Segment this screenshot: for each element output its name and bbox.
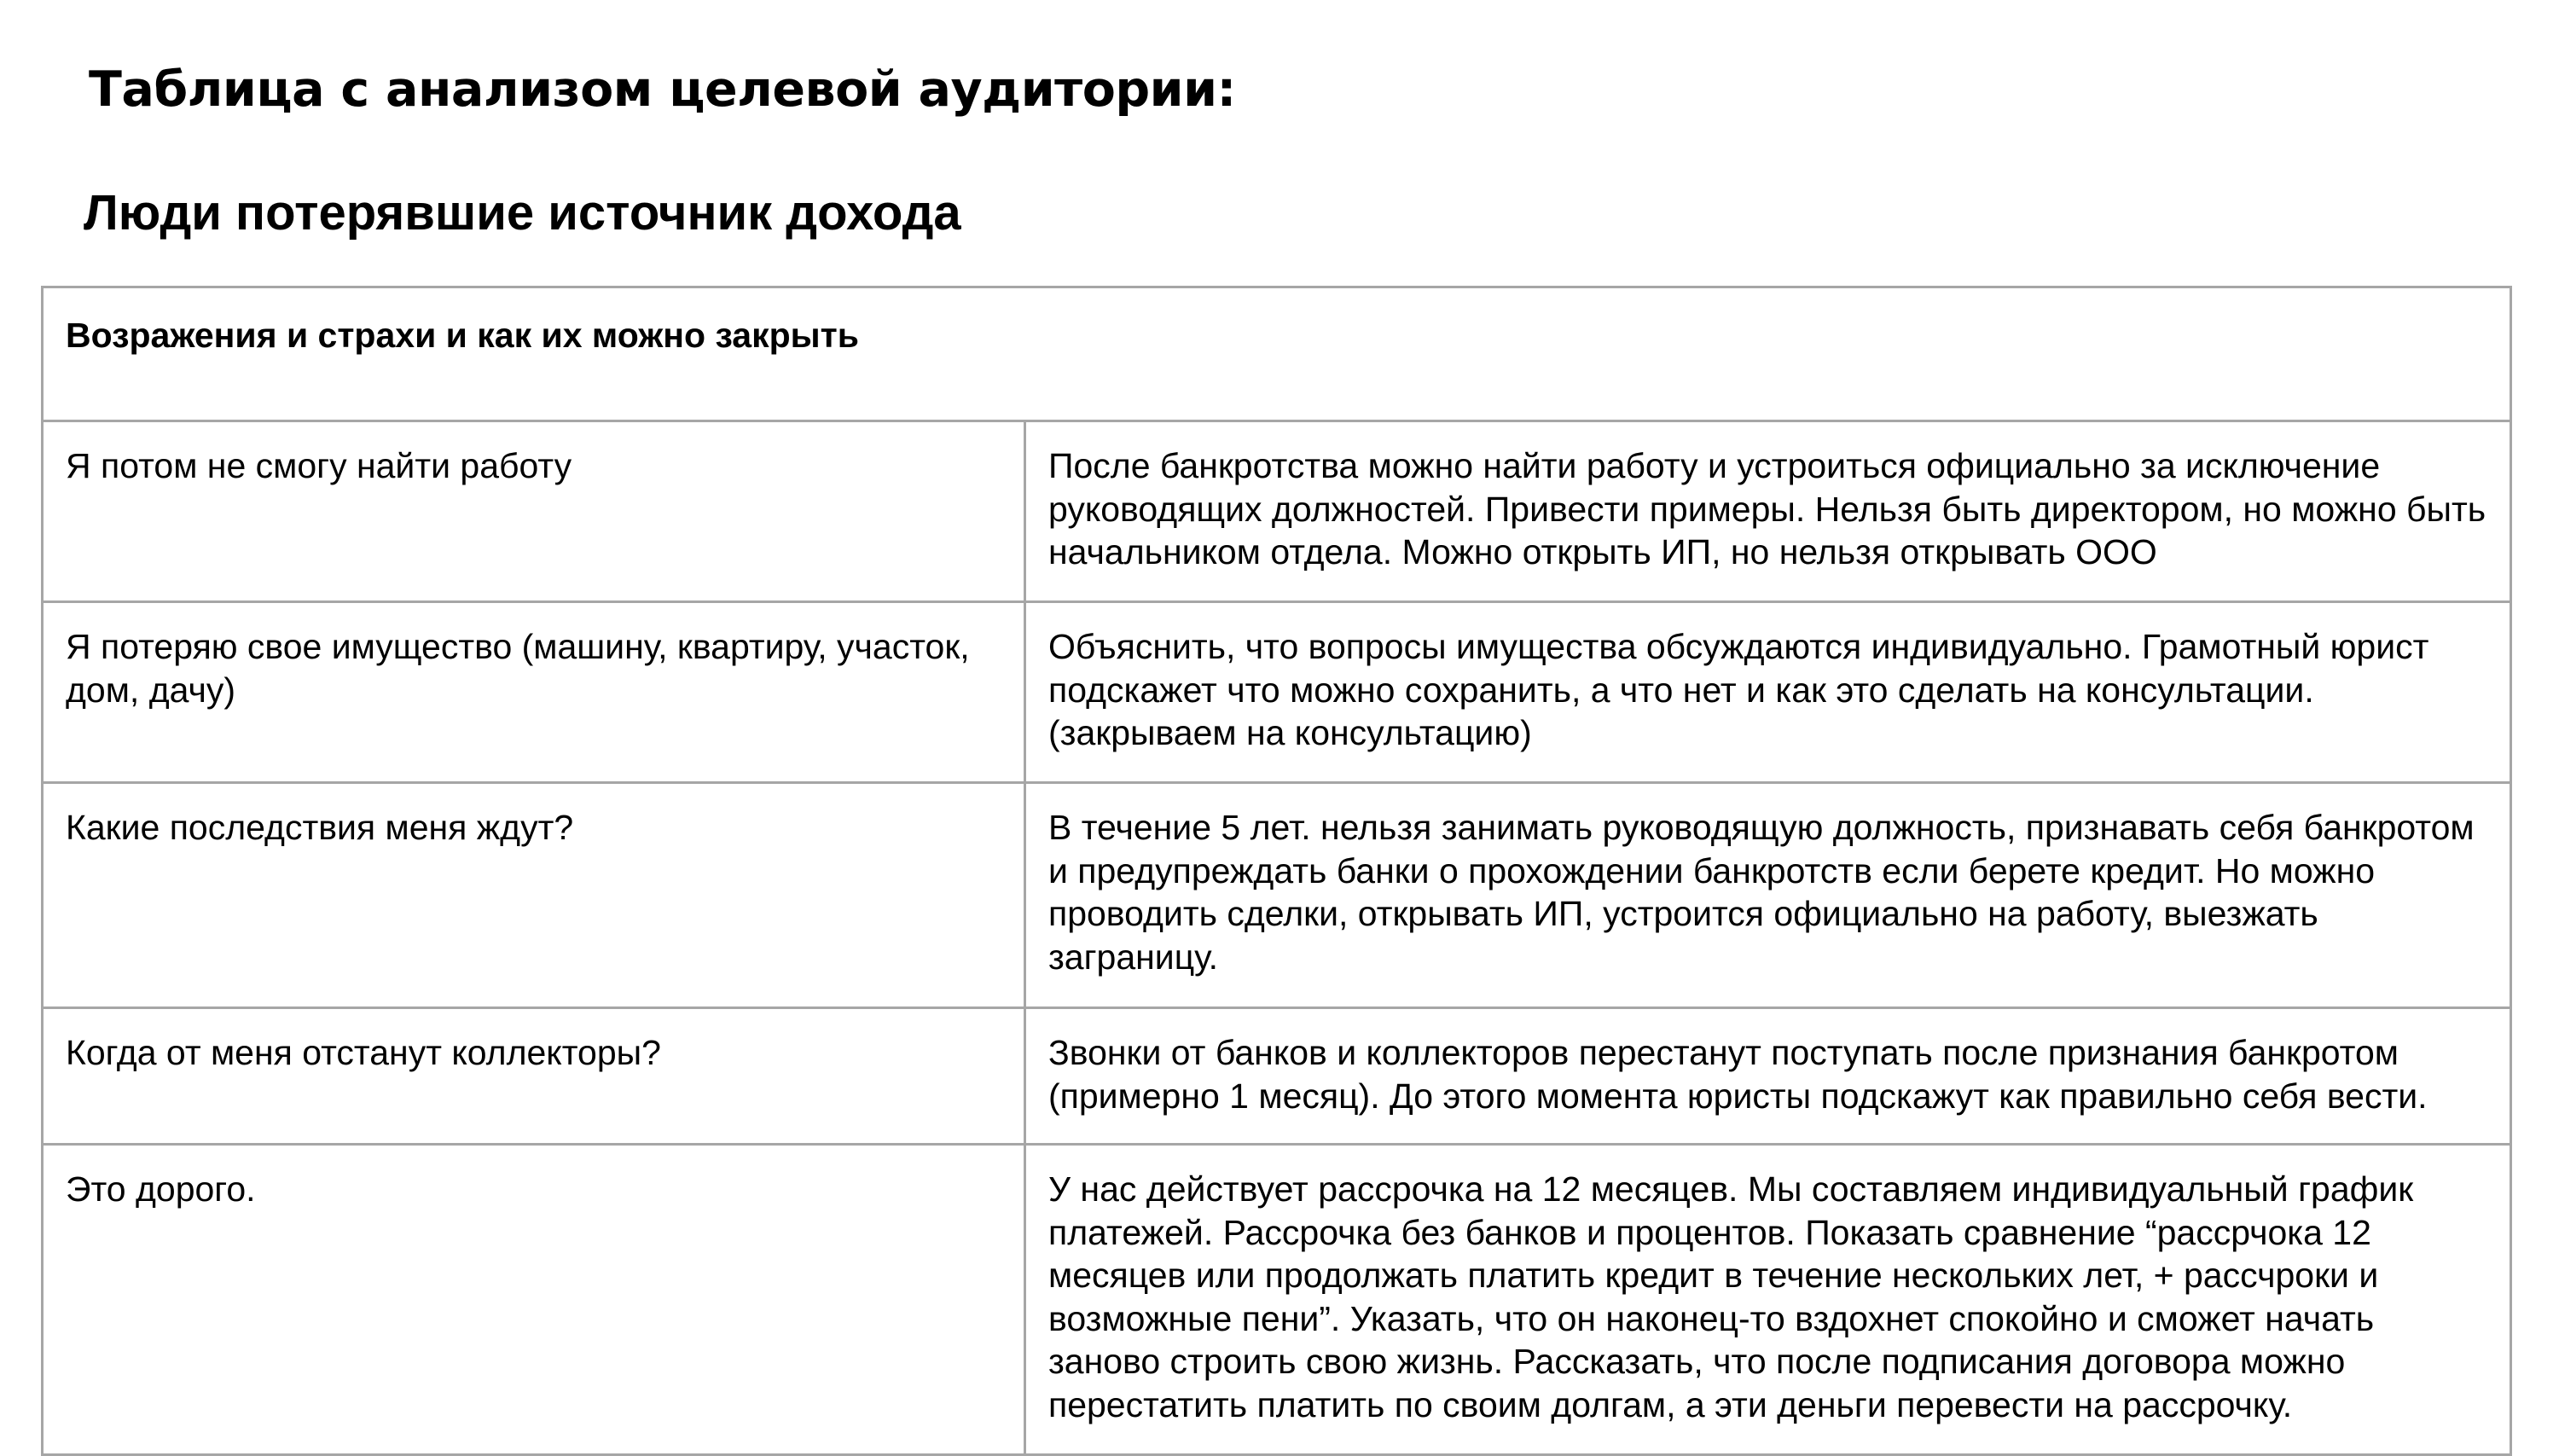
response-cell: Объяснить, что вопросы имущества обсуждаются индивидуально. Грамотный юрист подскажет что можно сохранить, а что нет и как это сделать на консультации. (закрываем на консультацию) [1025,602,2511,783]
response-cell: После банкротства можно найти работу и устроиться официально за исключение руководящих должностей. Привести примеры. Нельзя быть директором, но можно быть начальником отдела. Можно открыть ИП, но нельзя открывать ООО [1025,421,2511,602]
table-header-cell: Возражения и страхи и как их можно закрыть [43,287,2511,421]
response-cell: В течение 5 лет. нельзя занимать руководящую должность, признавать себя банкротом и предупреждать банки о прохождении банкротств если берете кредит. Но можно проводить сделки, открывать ИП, устроится официально на работу, выезжать заграницу. [1025,783,2511,1008]
table-row [43,783,2511,1008]
objection-cell: Когда от меня отстанут коллекторы? [43,1008,1025,1145]
table-header-row [43,287,2511,421]
response-cell: У нас действует рассрочка на 12 месяцев. Мы составляем индивидуальный график платежей. Рассрочка без банков и процентов. Показать сравнение “рассрчока 12 месяцев или продолжать платить кредит в течение нескольких лет, + рассчроки и возможные пени”. Указать, что он наконец-то вздохнет спокойно и сможет начать заново строить свою жизнь. Рассказать, что после подписания договора можно перестатить платить по своим долгам, а эти деньги перевести на рассрочку. [1025,1145,2511,1455]
table-row [43,1008,2511,1145]
objection-cell: Я потеряю свое имущество (машину, квартиру, участок, дом, дачу) [43,602,1025,783]
objection-cell: Это дорого. [43,1145,1025,1455]
response-cell: Звонки от банков и коллекторов перестанут поступать после признания банкротом (примерно 1 месяц). До этого момента юристы подскажут как правильно себя вести. [1025,1008,2511,1145]
objections-table [41,286,2512,1456]
objection-cell: Какие последствия меня ждут? [43,783,1025,1008]
page-title: Таблица с анализом целевой аудитории: [89,61,1236,118]
table-row [43,1145,2511,1455]
objection-cell: Я потом не смогу найти работу [43,421,1025,602]
table-row [43,421,2511,602]
page-subtitle: Люди потерявшие источник дохода [84,185,961,241]
table-row [43,602,2511,783]
